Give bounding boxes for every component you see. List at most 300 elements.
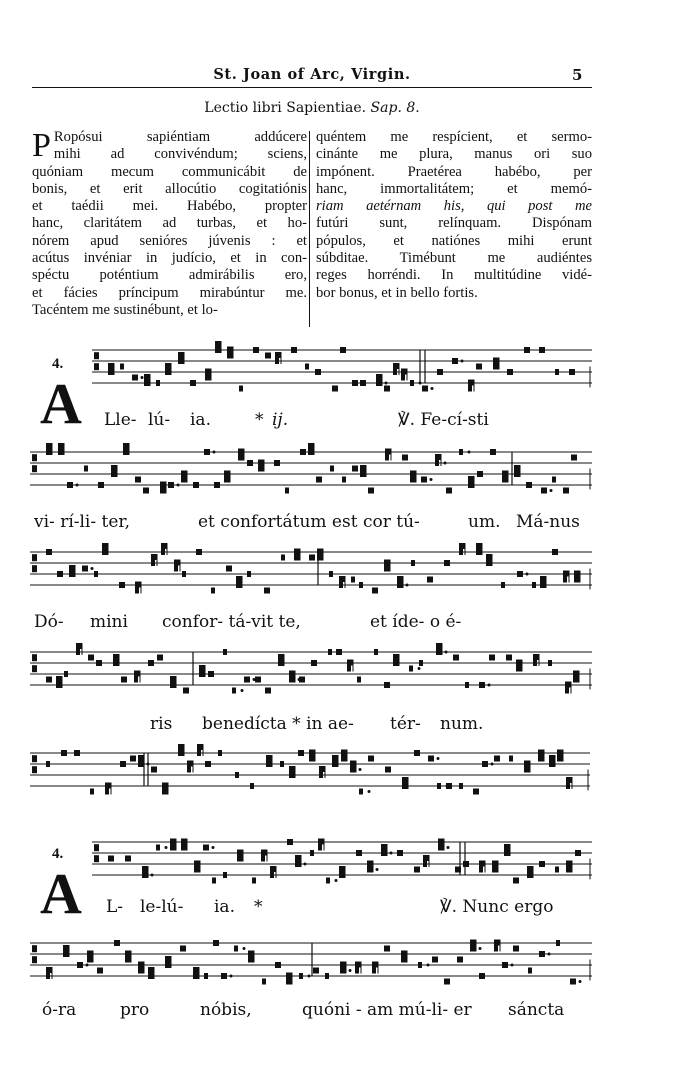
neume-note	[432, 957, 438, 963]
neume-note	[381, 850, 387, 856]
neume-note	[181, 845, 187, 851]
neume-note	[340, 968, 346, 974]
neume-note	[552, 549, 558, 555]
reading-line: bor bonus, et in bello fortis.	[316, 284, 478, 301]
neume-note	[444, 560, 450, 566]
neume-note	[402, 455, 408, 461]
neume-dot	[385, 382, 388, 385]
neume-dot	[243, 947, 246, 950]
reading-line: súbditae. Timébunt me audiéntes	[316, 250, 592, 267]
neume-note	[58, 449, 64, 455]
neume-note	[46, 449, 52, 455]
neume-note	[490, 449, 496, 455]
neume-note	[253, 347, 259, 353]
neume-dot	[141, 376, 144, 379]
neume-note	[539, 347, 545, 353]
neume-note	[113, 660, 119, 666]
neume-note	[174, 566, 178, 572]
neume-note	[541, 488, 547, 494]
lectio-title: Lectio libri Sapientiae.	[204, 100, 367, 116]
neume-dot	[212, 846, 215, 849]
neume-note	[123, 443, 129, 449]
neume-note	[402, 783, 408, 789]
neume-note	[385, 455, 389, 461]
neume-dot	[91, 567, 94, 570]
neume-note	[317, 549, 323, 555]
neume-note	[170, 845, 176, 851]
neume-note	[477, 471, 483, 477]
neume-note	[384, 386, 390, 392]
neume-note	[218, 750, 222, 756]
neume-note	[411, 560, 415, 566]
neume-dot	[488, 684, 491, 687]
neume-note	[194, 867, 200, 873]
neume-note	[247, 571, 251, 577]
neume-note	[289, 766, 295, 772]
neume-note	[102, 549, 108, 555]
neume-note	[287, 839, 293, 845]
neume-note	[350, 767, 356, 773]
neume-note	[278, 660, 284, 666]
neume-note	[435, 460, 439, 466]
neume-note	[436, 649, 442, 655]
neume-note	[266, 755, 272, 761]
neume-note	[258, 466, 264, 472]
neume-note	[556, 940, 560, 946]
lyric-asterisk: *	[255, 410, 264, 430]
neume-note	[329, 571, 333, 577]
neume-note	[165, 962, 171, 968]
reading-line: mihi ad convivéndum; sciens,	[53, 146, 307, 163]
neume-note	[69, 571, 75, 577]
neume-note	[227, 353, 233, 359]
neume-note	[119, 582, 125, 588]
neume-note	[463, 861, 469, 867]
neume-note	[170, 676, 176, 682]
neume-note	[563, 577, 567, 583]
lyric-syllable: tér-	[390, 714, 421, 734]
neume-dot	[468, 451, 471, 454]
neume-note	[221, 973, 227, 979]
neume-note	[494, 940, 500, 946]
neume-note	[486, 554, 492, 560]
neume-note	[393, 660, 399, 666]
lyric-syllable: le-lú-	[140, 897, 184, 917]
neume-note	[193, 482, 199, 488]
neume-note	[178, 750, 184, 756]
neume-note	[384, 682, 390, 688]
lyric-syllable: et íde- o é-	[370, 612, 462, 632]
neume-note	[46, 677, 52, 683]
neume-note	[142, 866, 148, 872]
neume-note	[237, 856, 243, 862]
neume-note	[436, 643, 442, 649]
neume-note	[151, 767, 157, 773]
page-number: 5	[572, 66, 583, 84]
neume-note	[151, 560, 155, 566]
c-clef	[94, 855, 99, 862]
neume-note	[502, 471, 508, 477]
neume-note	[125, 856, 131, 862]
neume-note	[402, 777, 408, 783]
neume-note	[274, 460, 280, 466]
lyric-syllable: Lle-	[104, 410, 137, 430]
neume-note	[204, 449, 210, 455]
neume-note	[410, 380, 414, 386]
c-clef	[32, 454, 37, 461]
neume-dot	[359, 768, 362, 771]
neume-note	[540, 582, 546, 588]
neume-note	[275, 358, 279, 364]
neume-note	[170, 839, 176, 845]
neume-note	[63, 945, 69, 951]
neume-note	[46, 549, 52, 555]
neume-dot	[390, 852, 393, 855]
neume-note	[357, 677, 361, 683]
neume-note	[492, 861, 498, 867]
neume-note	[236, 582, 242, 588]
neume-note	[372, 588, 378, 594]
neume-dot	[308, 975, 311, 978]
neume-note	[295, 861, 301, 867]
neume-note	[46, 973, 50, 979]
neume-note	[278, 654, 284, 660]
neume-note	[308, 449, 314, 455]
reading-line: et taédii mei. Habébo, propter	[32, 198, 307, 215]
neume-note	[275, 352, 281, 358]
neume-note	[197, 744, 203, 750]
reading-line: reges horréndi. In multitúdine vidé-	[316, 267, 592, 284]
neume-note	[540, 576, 546, 582]
neume-note	[339, 582, 343, 588]
neume-note	[372, 968, 376, 974]
c-clef	[32, 465, 37, 472]
neume-note	[423, 861, 427, 867]
neume-note	[513, 878, 519, 884]
neume-dot	[368, 790, 371, 793]
neume-dot	[437, 757, 440, 760]
neume-note	[401, 369, 407, 375]
neume-note	[573, 671, 579, 677]
neume-dot	[445, 651, 448, 654]
neume-note	[223, 872, 227, 878]
neume-note	[455, 867, 461, 873]
drop-cap: P	[32, 127, 51, 164]
neume-note	[193, 973, 199, 979]
neume-note	[493, 364, 499, 370]
neume-note	[352, 466, 358, 472]
neume-note	[319, 766, 325, 772]
neume-note	[56, 676, 62, 682]
neume-note	[570, 979, 576, 985]
neume-note	[181, 839, 187, 845]
neume-note	[212, 878, 216, 884]
lyric-syllable: ó-ra	[42, 1000, 77, 1020]
neume-note	[250, 783, 254, 789]
neume-note	[489, 655, 495, 661]
neume-note	[236, 576, 242, 582]
neume-note	[237, 850, 243, 856]
neume-dot	[511, 964, 514, 967]
neume-note	[87, 957, 93, 963]
reading-line: et fácies príncipum mirabúntur me.	[32, 284, 307, 301]
neume-note	[367, 867, 373, 873]
c-clef	[94, 363, 99, 370]
reading-line: nórem apud senióres júvenis : et	[32, 232, 307, 249]
neume-dot	[431, 387, 434, 390]
neume-note	[76, 643, 82, 649]
neume-dot	[177, 484, 180, 487]
lyric-verse: ℣. Fe-cí-sti	[398, 410, 489, 430]
neume-note	[385, 449, 391, 455]
neume-note	[142, 872, 148, 878]
neume-note	[295, 855, 301, 861]
neume-note	[318, 845, 322, 851]
neume-note	[315, 369, 321, 375]
neume-dot	[427, 964, 430, 967]
neume-note	[504, 844, 510, 850]
neume-note	[504, 850, 510, 856]
neume-note	[538, 750, 544, 756]
neume-dot	[230, 975, 233, 978]
neume-note	[120, 761, 126, 767]
neume-note	[76, 649, 80, 655]
reading-line: pópulos, et natiónes mihi erunt	[316, 232, 592, 249]
neume-note	[565, 682, 571, 688]
neume-dot	[491, 763, 494, 766]
neume-note	[476, 543, 482, 549]
neume-note	[563, 571, 569, 577]
neume-note	[161, 543, 167, 549]
neume-note	[46, 443, 52, 449]
chant2-mode: 4.	[52, 846, 64, 862]
c-clef	[32, 766, 37, 773]
neume-note	[517, 571, 523, 577]
neume-note	[410, 471, 416, 477]
neume-note	[165, 369, 171, 375]
neume-note	[493, 358, 499, 364]
neume-note	[121, 677, 127, 683]
neume-note	[298, 750, 304, 756]
lyric-syllable: ia.	[190, 410, 211, 430]
neume-note	[459, 449, 463, 455]
neume-note	[563, 488, 569, 494]
neume-note	[148, 967, 154, 973]
neume-note	[148, 973, 154, 979]
neume-note	[87, 951, 93, 957]
neume-note	[318, 839, 324, 845]
neume-note	[96, 660, 102, 666]
neume-note	[261, 850, 267, 856]
lyric-syllable: confor- tá-vit te,	[162, 612, 301, 632]
neume-dot	[461, 360, 464, 363]
neume-note	[181, 477, 187, 483]
neume-note	[446, 783, 452, 789]
neume-note	[130, 756, 136, 762]
neume-note	[205, 369, 211, 375]
neume-note	[368, 756, 374, 762]
neume-note	[238, 455, 244, 461]
neume-note	[548, 660, 552, 666]
c-clef	[32, 755, 37, 762]
neume-note	[183, 688, 189, 694]
neume-dot	[76, 484, 79, 487]
neume-note	[566, 867, 572, 873]
neume-note	[90, 789, 94, 795]
neume-note	[476, 364, 482, 370]
neume-note	[108, 363, 114, 369]
neume-note	[552, 477, 556, 483]
neume-note	[134, 677, 138, 683]
neume-note	[532, 582, 536, 588]
neume-note	[203, 845, 209, 851]
neume-note	[385, 767, 391, 773]
neume-note	[332, 761, 338, 767]
neume-note	[341, 750, 347, 756]
neume-note	[339, 872, 345, 878]
neume-note	[524, 761, 530, 767]
neume-note	[494, 756, 500, 762]
neume-note	[102, 543, 108, 549]
neume-note	[63, 951, 69, 957]
neume-note	[502, 962, 508, 968]
neume-dot	[304, 863, 307, 866]
neume-note	[156, 845, 160, 851]
neume-note	[213, 940, 219, 946]
neume-note	[468, 380, 474, 386]
neume-dot	[550, 489, 553, 492]
neume-note	[549, 755, 555, 761]
neume-note	[135, 588, 139, 594]
neume-note	[197, 750, 201, 756]
neume-note	[187, 767, 191, 773]
neume-note	[286, 979, 292, 985]
neume-note	[538, 756, 544, 762]
neume-note	[384, 560, 390, 566]
neume-note	[317, 555, 323, 561]
neume-note	[157, 655, 163, 661]
neume-note	[135, 477, 141, 483]
neume-note	[359, 582, 363, 588]
neume-note	[234, 946, 238, 952]
neume-note	[266, 761, 272, 767]
neume-note	[235, 772, 239, 778]
neume-note	[308, 443, 314, 449]
neume-note	[501, 582, 505, 588]
neume-note	[527, 872, 533, 878]
neume-note	[125, 951, 131, 957]
neume-note	[438, 845, 444, 851]
neume-dot	[430, 478, 433, 481]
neume-note	[258, 460, 264, 466]
lectio-reference: Sap. 8.	[370, 100, 420, 116]
neume-note	[111, 465, 117, 471]
neume-note	[309, 756, 315, 762]
neume-note	[178, 358, 184, 364]
neume-note	[289, 671, 295, 677]
neume-note	[168, 482, 174, 488]
neume-note	[376, 374, 382, 380]
neume-note	[111, 471, 117, 477]
neume-note	[401, 951, 407, 957]
neume-note	[105, 783, 111, 789]
neume-note	[555, 369, 559, 375]
neume-note	[84, 466, 88, 472]
neume-note	[77, 962, 83, 968]
lyric-syllable: L-	[106, 897, 124, 917]
neume-note	[444, 979, 450, 985]
neume-note	[238, 449, 244, 455]
neume-note	[294, 549, 300, 555]
neume-dot	[349, 969, 352, 972]
neume-note	[470, 946, 476, 952]
neume-note	[414, 867, 420, 873]
neume-note	[309, 750, 315, 756]
neume-note	[156, 380, 160, 386]
neume-note	[316, 477, 322, 483]
neume-note	[264, 588, 270, 594]
neume-note	[566, 861, 572, 867]
neume-note	[393, 369, 397, 375]
neume-note	[165, 956, 171, 962]
neume-note	[247, 460, 253, 466]
lyric-syllable: vi- rí-li- ter,	[34, 512, 131, 532]
neume-note	[204, 973, 208, 979]
neume-dot	[444, 462, 447, 465]
neume-note	[482, 761, 488, 767]
neume-note	[330, 466, 334, 472]
neume-note	[549, 761, 555, 767]
neume-note	[360, 471, 366, 477]
neume-note	[479, 973, 485, 979]
neume-note	[105, 789, 109, 795]
neume-note	[239, 386, 243, 392]
neume-note	[211, 588, 215, 594]
neume-note	[459, 543, 465, 549]
chant2-initial: A	[40, 861, 82, 926]
neume-note	[347, 660, 353, 666]
neume-note	[418, 962, 422, 968]
neume-note	[509, 756, 513, 762]
neume-note	[286, 973, 292, 979]
neume-dot	[241, 689, 244, 692]
neume-note	[82, 566, 88, 572]
neume-note	[557, 756, 563, 762]
neume-note	[132, 375, 138, 381]
neume-note	[289, 677, 295, 683]
neume-note	[193, 967, 199, 973]
reading-line: bonis, et erit allocútio cogitatiónis	[32, 180, 307, 197]
neume-note	[289, 772, 295, 778]
neume-note	[355, 968, 359, 974]
neume-note	[438, 839, 444, 845]
c-clef	[32, 665, 37, 672]
neume-note	[123, 449, 129, 455]
reading-line: quóniam mecum communicábit de	[32, 163, 307, 180]
neume-note	[178, 352, 184, 358]
neume-note	[423, 855, 429, 861]
neume-note	[174, 560, 180, 566]
neume-note	[270, 872, 274, 878]
neume-note	[74, 750, 80, 756]
neume-dot	[579, 980, 582, 983]
neume-note	[352, 380, 358, 386]
neume-dot	[165, 846, 168, 849]
neume-note	[214, 482, 220, 488]
neume-note	[339, 866, 345, 872]
neume-note	[514, 465, 520, 471]
neume-note	[452, 358, 458, 364]
